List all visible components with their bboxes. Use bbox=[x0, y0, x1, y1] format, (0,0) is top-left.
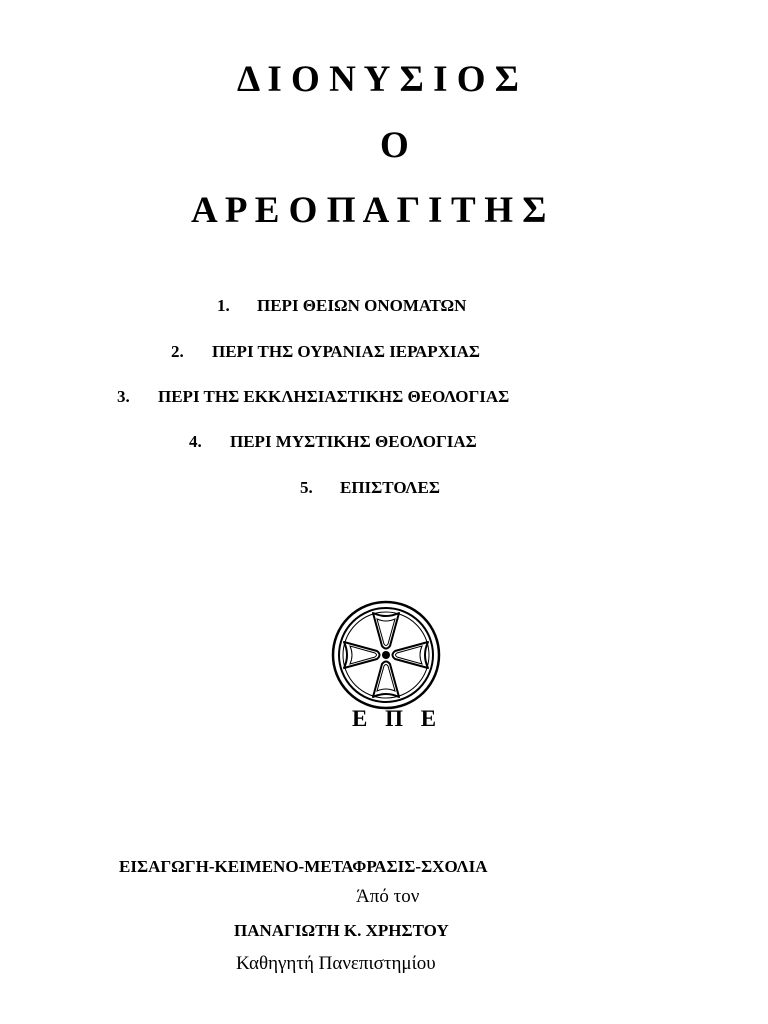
contents-item-number: 2. bbox=[171, 342, 184, 361]
title-line-1: Δ Ι Ο Ν Υ Σ Ι Ο Σ bbox=[237, 59, 519, 100]
publisher-mark: Ε Π Ε bbox=[352, 706, 443, 731]
by-line: Άπό τον bbox=[356, 886, 420, 907]
title-line-3: Α Ρ Ε Ο Π Α Γ Ι Τ Η Σ bbox=[191, 190, 547, 231]
contents-item-4 bbox=[189, 432, 477, 452]
contents-item-3 bbox=[117, 387, 509, 407]
cross-pattee-in-circle-icon bbox=[331, 600, 441, 710]
contents-item-text: ΠΕΡΙ ΤΗΣ ΟΥΡΑΝΙΑΣ ΙΕΡΑΡΧΙΑΣ bbox=[212, 342, 480, 361]
author-name: ΠΑΝΑΓΙΩΤΗ Κ. ΧΡΗΣΤΟΥ bbox=[234, 921, 449, 940]
author-title: Καθηγητή Πανεπιστημίου bbox=[236, 953, 436, 974]
subtitle: ΕΙΣΑΓΩΓΗ-ΚΕΙΜΕΝΟ-ΜΕΤΑΦΡΑΣΙΣ-ΣΧΟΛΙΑ bbox=[119, 857, 488, 876]
contents-item-number: 3. bbox=[117, 387, 130, 406]
contents-item-1 bbox=[217, 296, 466, 316]
contents-item-number: 4. bbox=[189, 432, 202, 451]
contents-item-2 bbox=[171, 342, 480, 362]
contents-item-number: 5. bbox=[300, 478, 313, 497]
contents-item-5 bbox=[300, 478, 440, 498]
contents-item-text: ΕΠΙΣΤΟΛΕΣ bbox=[340, 478, 440, 497]
contents-item-text: ΠΕΡΙ ΤΗΣ ΕΚΚΛΗΣΙΑΣΤΙΚΗΣ ΘΕΟΛΟΓΙΑΣ bbox=[158, 387, 510, 406]
contents-item-text: ΠΕΡΙ ΘΕΙΩΝ ΟΝΟΜΑΤΩΝ bbox=[257, 296, 467, 315]
title-line-2: Ο bbox=[380, 125, 409, 166]
contents-item-number: 1. bbox=[217, 296, 230, 315]
contents-item-text: ΠΕΡΙ ΜΥΣΤΙΚΗΣ ΘΕΟΛΟΓΙΑΣ bbox=[230, 432, 477, 451]
